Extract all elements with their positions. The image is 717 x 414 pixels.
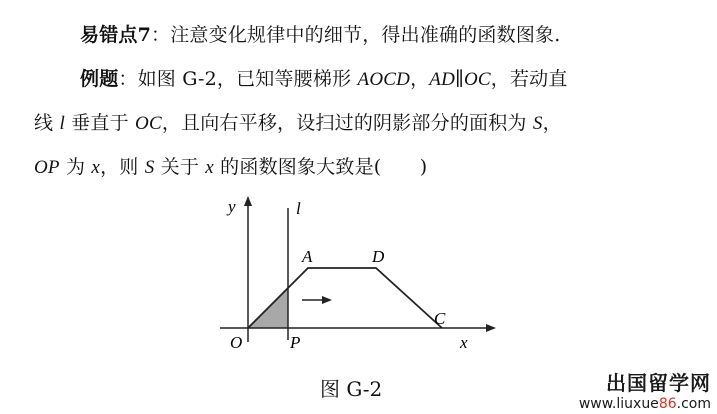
problem-text: 线: [34, 112, 60, 134]
heading-line: [80, 20, 560, 47]
label-P: P: [290, 333, 301, 352]
heading-label: 易错点7: [80, 24, 152, 46]
problem-line-1: [80, 64, 568, 91]
example-label: 例题: [80, 68, 119, 90]
problem-text: ，若动直: [490, 68, 568, 90]
problem-line-3: [34, 152, 427, 179]
problem-text: ，则: [100, 156, 145, 178]
problem-text: ，: [542, 112, 562, 134]
problem-text: 关于: [154, 156, 206, 178]
watermark-url: [579, 396, 711, 412]
variable-x: x: [91, 157, 101, 178]
problem-text: ，: [410, 68, 430, 90]
label-y: y: [228, 197, 236, 216]
x-axis-arrow: [486, 324, 496, 332]
heading-text: ：注意变化规律中的细节，得出准确的函数图象.: [151, 24, 561, 46]
segment-oc: OC: [463, 69, 491, 90]
watermark: [579, 367, 711, 412]
label-O: O: [230, 333, 243, 352]
segment-op: OP: [34, 157, 60, 178]
problem-text: 垂直于: [64, 112, 136, 134]
move-right-arrowhead: [322, 296, 332, 304]
problem-text: 的函数图象大致是( ): [213, 156, 428, 178]
problem-text: ，且向右平移，设扫过的阴影部分的面积为: [161, 112, 533, 134]
variable-s: S: [532, 113, 543, 134]
label-l: l: [296, 199, 301, 218]
problem-text: ：如图 G-2，已知等腰梯形: [118, 68, 358, 90]
label-x: x: [460, 333, 468, 352]
figure-caption: 图 G-2: [320, 377, 383, 401]
watermark-url-part: .com: [676, 396, 711, 412]
variable-x: x: [205, 157, 214, 178]
parallel-symbol: ∥: [455, 68, 464, 90]
watermark-url-part: www.liuxue: [578, 396, 659, 412]
problem-line-2: [34, 108, 562, 135]
variable-s: S: [144, 157, 155, 178]
trapezoid-figure: [210, 190, 510, 360]
watermark-title: 出国留学网: [606, 371, 711, 395]
trapezoid-name: AOCD: [357, 69, 411, 90]
segment-ad: AD: [429, 69, 455, 90]
line-l: l: [59, 113, 65, 134]
label-C: C: [434, 309, 446, 328]
problem-text: 为: [59, 156, 92, 178]
segment-oc: OC: [135, 113, 162, 134]
y-axis-arrow: [244, 196, 252, 206]
label-A: A: [302, 247, 313, 266]
label-D: D: [372, 247, 385, 266]
watermark-url-accent: 86: [658, 396, 677, 412]
